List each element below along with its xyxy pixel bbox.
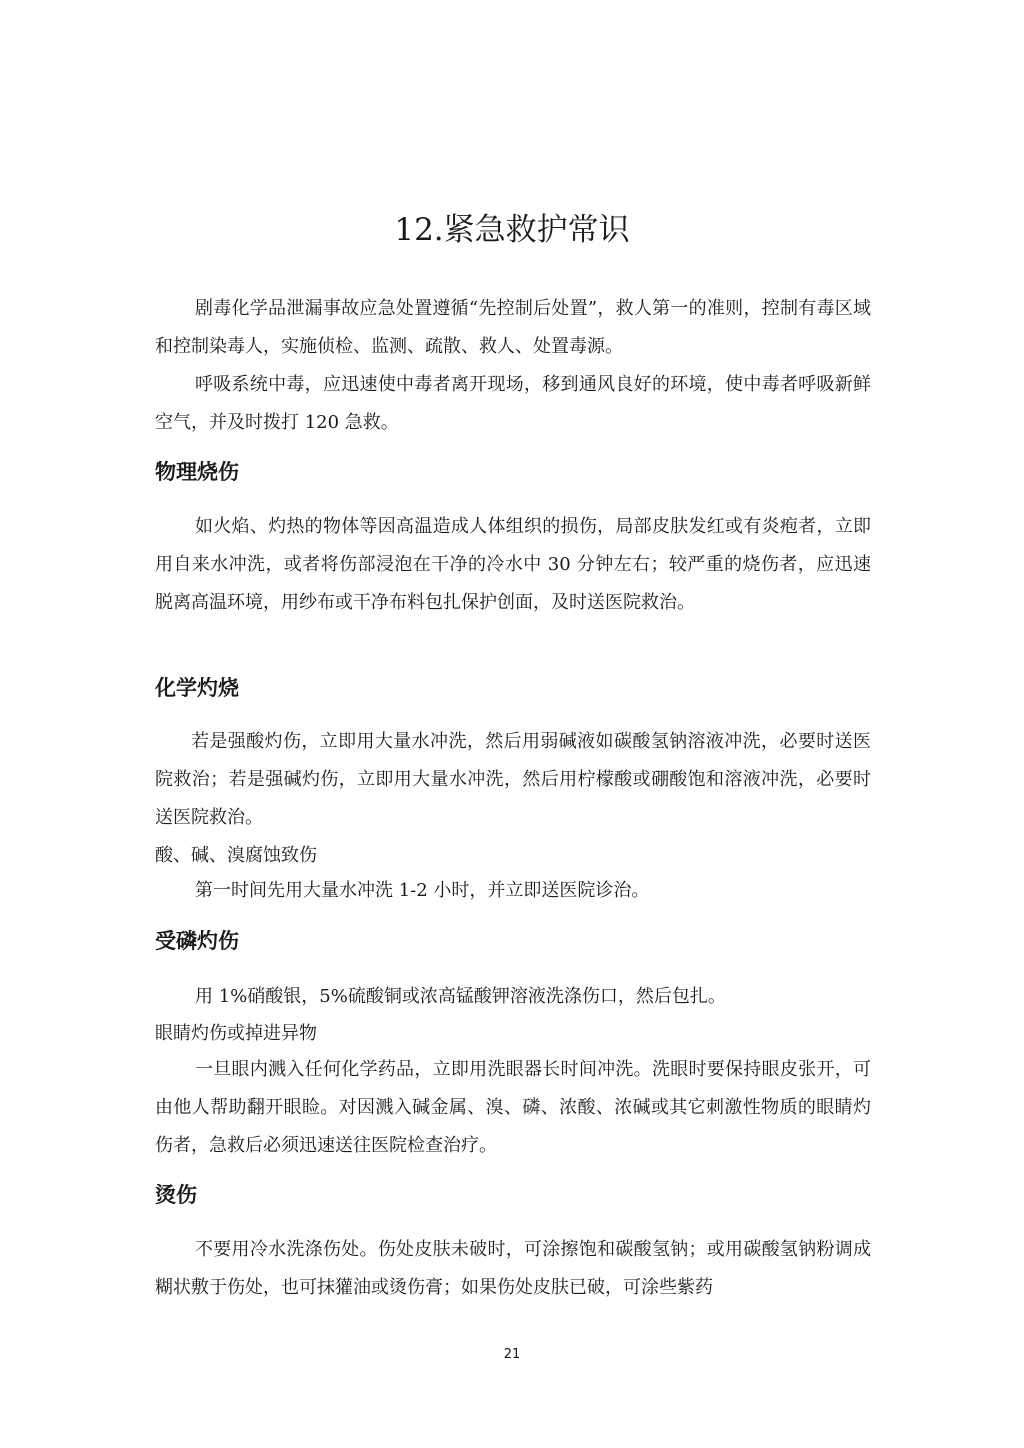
intro-paragraph-1: 剧毒化学品泄漏事故应急处置遵循“先控制后处置”，救人第一的准则，控制有毒区域和控制染毒人，实施侦检、监测、疏散、救人、处置毒源。: [155, 298, 871, 358]
phosphorus-burn-paragraph: 用 1%硝酸银，5%硫酸铜或浓高锰酸钾溶液洗涤伤口，然后包扎。: [195, 986, 726, 1007]
section-heading-phosphorus-burn: 受磷灼伤: [155, 929, 239, 953]
eye-burn-paragraph: 一旦眼内溅入任何化学药品，立即用洗眼器长时间冲洗。洗眼时要保持眼皮张开，可由他人帮助翻开眼睑。对因溅入碱金属、溴、磷、浓酸、浓碱或其它刺激性物质的眼睛灼伤者，急救后必须迅速送往医院检查治疗。: [155, 1059, 871, 1157]
section-heading-physical-burn: 物理烧伤: [155, 460, 239, 484]
page-number: 21: [503, 1347, 521, 1362]
intro-paragraph-2: 呼吸系统中毒，应迅速使中毒者离开现场，移到通风良好的环境，使中毒者呼吸新鲜空气，并及时拨打 120 急救。: [155, 374, 871, 434]
section-heading-scald: 烫伤: [155, 1183, 197, 1207]
section-heading-chemical-burn: 化学灼烧: [155, 676, 239, 700]
physical-burn-paragraph: 如火焰、灼热的物体等因高温造成人体组织的损伤，局部皮肤发红或有炎疱者，立即用自来水冲洗，或者将伤部浸泡在干净的冷水中 30 分钟左右；较严重的烧伤者，应迅速脱离高温环境，用纱布或干净布料包扎保护创面，及时送医院救治。: [155, 516, 871, 614]
chemical-burn-sub-paragraph: 第一时间先用大量水冲洗 1-2 小时，并立即送医院诊治。: [195, 880, 650, 901]
scald-paragraph: 不要用冷水洗涤伤处。伤处皮肤未破时，可涂擦饱和碳酸氢钠；或用碳酸氢钠粉调成糊状敷于伤处，也可抹獾油或烫伤膏；如果伤处皮肤已破，可涂些紫药: [155, 1239, 871, 1299]
eye-burn-sub-label: 眼睛灼伤或掉进异物: [155, 1023, 317, 1044]
chemical-burn-sub-label: 酸、碱、溴腐蚀致伤: [155, 845, 317, 866]
page-title: 12.紧急救护常识: [394, 212, 630, 248]
chemical-burn-paragraph: 若是强酸灼伤，立即用大量水冲洗，然后用弱碱液如碳酸氢钠溶液冲洗，必要时送医院救治；若是强碱灼伤，立即用大量水冲洗，然后用柠檬酸或硼酸饱和溶液冲洗，必要时送医院救治。: [155, 731, 871, 829]
